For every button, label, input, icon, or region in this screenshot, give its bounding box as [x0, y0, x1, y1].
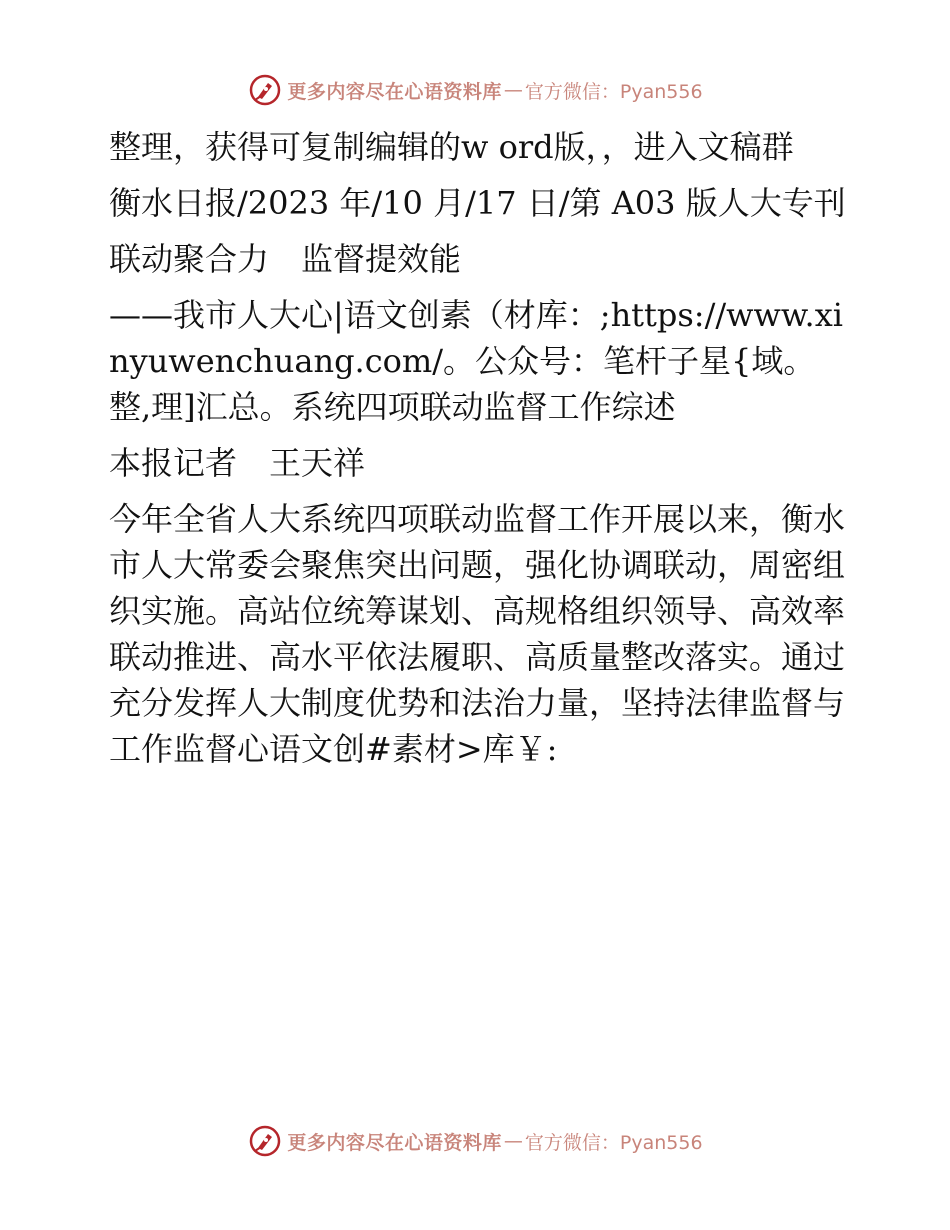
- header-banner-content: [249, 74, 702, 106]
- intro-note: 整理，获得可复制编辑的w ord版，，进入文稿群: [109, 128, 794, 166]
- pen-logo-icon: [249, 1125, 281, 1157]
- footer-banner-content: [249, 1125, 702, 1157]
- pen-logo-icon: [249, 74, 281, 106]
- body-paragraph: 今年全省人大系统四项联动监督工作开展以来，衡水市人大常委会聚焦突出问题，强化协调联动，周密组织实施。高站位统筹谋划、高规格组织领导、高效率联动推进、高水平依法履职、高质量整改落实。通过充分发挥人大制度优势和法治力量，坚持法律监督与工作监督心语文创#素材>库￥:: [109, 500, 846, 768]
- banner-separator: —: [503, 1130, 523, 1152]
- banner-wechat-text: 官方微信：Pyan556: [524, 80, 703, 103]
- banner-main-text: 更多内容尽在心语资料库: [287, 1131, 502, 1154]
- banner-wechat-text: 官方微信：Pyan556: [524, 1131, 703, 1154]
- header-banner: [0, 70, 950, 110]
- byline: 本报记者 王天祥: [109, 444, 366, 482]
- source-line: 衡水日报/2023 年/10 月/17 日/第 A03 版人大专刊: [109, 184, 846, 222]
- banner-main-text: 更多内容尽在心语资料库: [287, 80, 502, 103]
- document-body: [97, 124, 857, 792]
- footer-banner: [0, 1121, 950, 1161]
- article-title: 联动聚合力 监督提效能: [109, 240, 462, 278]
- banner-separator: —: [503, 79, 523, 101]
- article-subtitle: ——我市人大心|语文创素（材库：;https://www.xinyuwenchuang.com/。公众号：笔杆子星{域。整,理]汇总。系统四项联动监督工作综述: [109, 296, 843, 426]
